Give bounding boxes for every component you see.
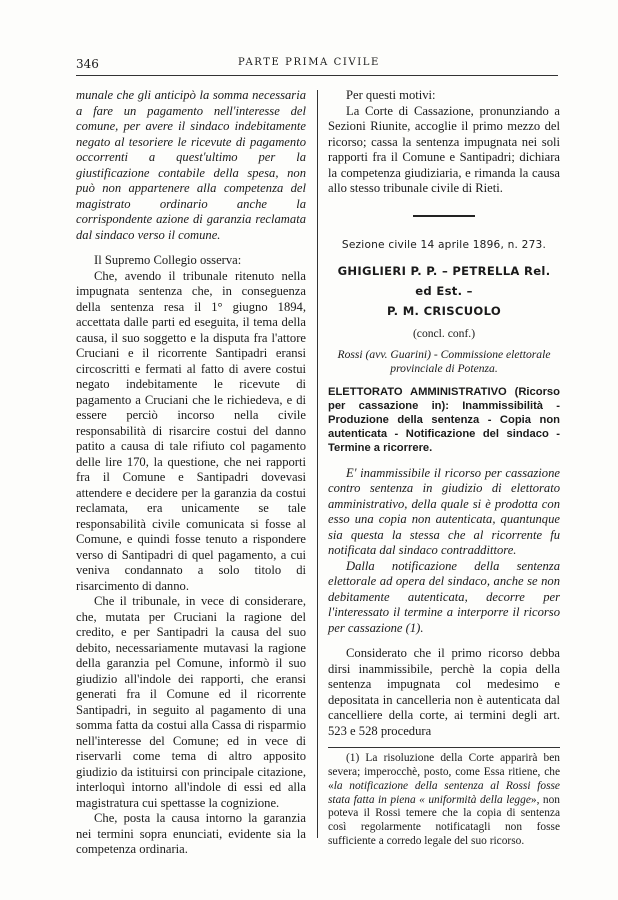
left-column (76, 88, 306, 858)
running-title: PARTE PRIMA CIVILE (238, 57, 380, 68)
paragraph-che-avendo: Che, avendo il tribunale ritenuto nella impugnata sentenza che, in conseguenza della sentenza resa il 1° giugno 1894, accettata dalle parti ed eseguita, il tema della causa, il suo soggetto e la disputa fra l'attore Cruciani e il ricorrente Santipadri eransi circoscritti e fermati al fatto di avere costui negato indebitamente le ricevute di pagamento a Cruciani che le richiedeva, e di essere perciò incorso nella civile responsabilità di risarcire costui del danno patito a causa di tale rifiuto col pagamento delle lire 170, la questione, che nei rapporti fra il Comune e Santipadri dovevasi attendere e decidere per la garanzia da costui reclamata, era unicamente se tale responsabilità civile comunicata si fosse al Comune, e quindi fosse tenuto a rispondere verso di Santipadri di quel pagamento, a cui veniva condannato a solo titolo di risarcimento di danno. (76, 268, 306, 593)
page-number: 346 (76, 57, 99, 71)
footnote-part-c: », non poteva il Rossi temere che la copia di sentenza così regolarmente notificatagli non fosse sufficiente a corredo legale del suo ricorso. (328, 793, 560, 848)
paragraph-supremo-collegio: Il Supremo Collegio osserva: (94, 253, 242, 267)
footnote-part-b: la notificazione della sentenza al Rossi fosse stata fatta in piena « uniformità della legge (328, 779, 560, 806)
parties-line: Rossi (avv. Guarini) - Commissione elettorale provinciale di Potenza. (337, 347, 551, 376)
header-rule (76, 75, 558, 76)
judges-names (328, 261, 560, 321)
judges-names-line-1: GHIGLIERI P. P. – PETRELLA Rel. ed Est. – (337, 264, 551, 299)
column-divider (317, 90, 318, 838)
conclusion-note: (concl. conf.) (412, 327, 476, 341)
judges-names-line-2: P. M. CRISCUOLO (387, 304, 501, 319)
footnote-rule (328, 747, 560, 748)
footnote-part-a: (1) La risoluzione della Corte apparirà ben severa; imperocchè, posto, come Essa ritiene, che « (328, 752, 560, 792)
paragraph-dispositivo: La Corte di Cassazione, pronunziando a Sezioni Riunite, accoglie il primo mezzo del ricorso; cassa la sentenza impugnata nei soli rapporti fra il Comune e Santipadri; dichiara la competenza giudiziaria, e rimanda la causa allo stesso tribunale civile di Rieti. (328, 103, 560, 195)
paragraph-che-posta: Che, posta la causa intorno la garanzia nei termini sopra enunciati, evidente sia la competenza ordinaria. (76, 811, 306, 856)
maxim-1: E' inammissibile il ricorso per cassazione contro sentenza in giudizio di elettorato amministrativo, della quale si è prodotta con esso una copia non autenticata, quantunque sia questa la stessa che al ricorrente fu notificata dal sindaco contraddittore. (328, 465, 560, 558)
paragraph-per-questi-motivi: Per questi motivi: (346, 88, 436, 102)
section-divider (413, 215, 475, 217)
paragraph-considerato: Considerato che il primo ricorso debba dirsi inammissibile, perchè la copia della sentenza impugnata col medesimo e depositata in cancelleria non è autenticata dal cancelliere della corte, ai termini degli art. 523 e 528 procedura (328, 646, 560, 738)
right-column (328, 88, 560, 849)
maxim-2: Dalla notificazione della sentenza elettorale ad opera del sindaco, anche se non debitamente autenticata, decorre per l'interessato il termine a interporre il ricorso per cassazione (1). (328, 558, 560, 635)
italic-intro-text: munale che gli anticipò la somma necessaria a fare un pagamento nell'interesse del comune, per avere il sindaco indebitamente negato al tesoriere le ricevute di pagamento occorrenti a quest'ultimo per la giustificazione contabile della spesa, non può non appartenere alla competenza del magistrato ordinario anche la corrispondente azione di garanzia reclamata dal sindaco verso il comune. (76, 88, 306, 242)
footnote (328, 752, 560, 849)
paragraph-che-il-tribunale: Che il tribunale, in vece di considerare, che, mutata per Cruciani la ragione del credito, e per Santipadri la causa del suo debito, necessariamente mutavasi la ragione della garanzia pel Comune, informò il suo giudizio all'indole dei rapporti, che eransi generati fra il Comune ed il ricorrente Santipadri, in seguito al pagamento di una somma fatta da costui alla Cassa di risparmio nell'interesse del Comune; ed in vece di riservarli come tema di altro apposito giudizio da istituirsi con principale citazione, interloquì intorno all'indole di essi ed alla magistratura cui spettasse la cognizione. (76, 594, 306, 810)
headnote: ELETTORATO AMMINISTRATIVO (Ricorso per cassazione in): Inammissibilità - Produzione della sentenza - Copia non autenticata - Notificazione del sindaco - Termine a ricorrere. (328, 385, 560, 454)
section-date-line: Sezione civile 14 aprile 1896, n. 273. (341, 238, 547, 251)
